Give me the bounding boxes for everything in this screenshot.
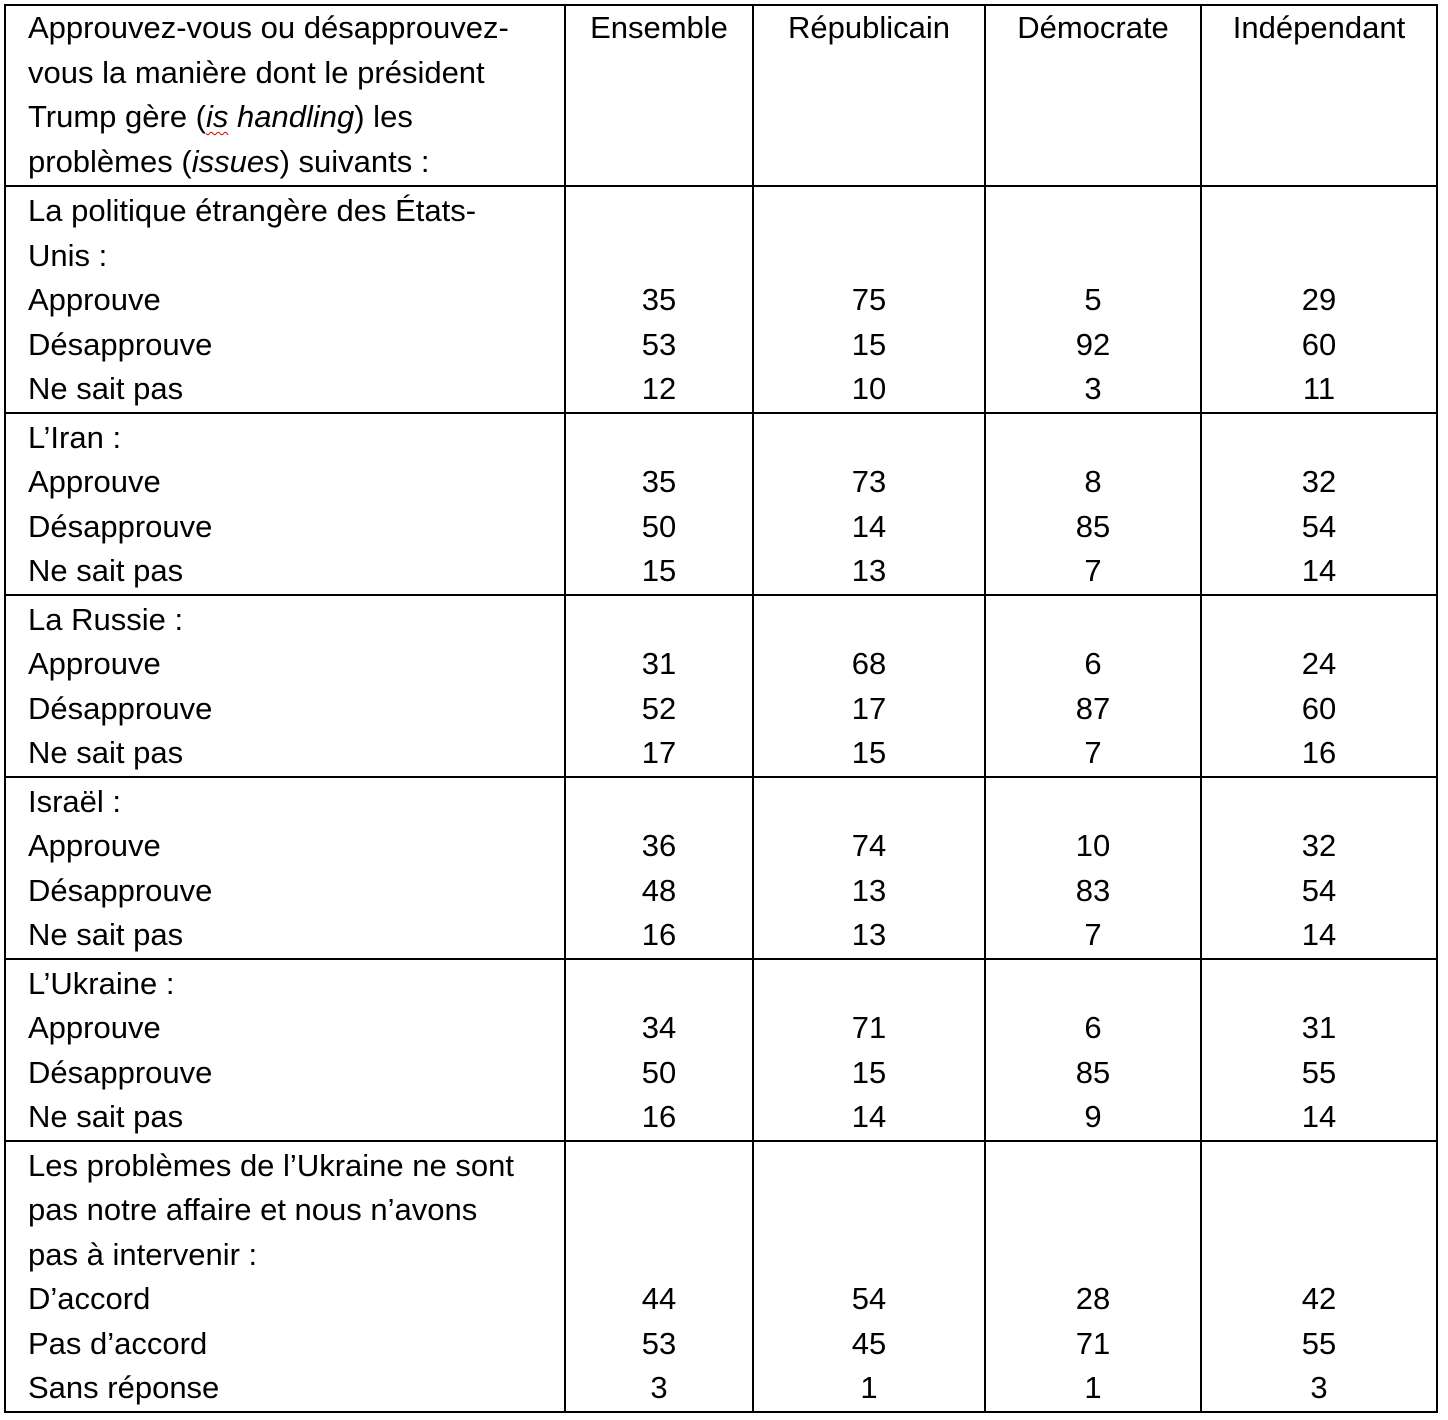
spacer xyxy=(754,780,984,825)
value-cell-ensemble xyxy=(565,1141,753,1412)
value: 60 xyxy=(1301,326,1337,362)
row-label: Désapprouve xyxy=(28,508,213,544)
spacer xyxy=(754,1144,984,1189)
value-cell-independant xyxy=(1201,777,1437,959)
value: 45 xyxy=(851,1325,887,1361)
spellcheck-word: is xyxy=(206,99,229,134)
value-cell-independant xyxy=(1201,959,1437,1141)
row-label: Ne sait pas xyxy=(28,735,184,770)
value-cell-ensemble xyxy=(565,595,753,777)
value: 52 xyxy=(641,690,677,726)
spacer xyxy=(1202,780,1436,825)
value-cell-ensemble xyxy=(565,413,753,595)
header-row xyxy=(5,5,1437,186)
section-title: Unis : xyxy=(28,237,108,273)
value: 16 xyxy=(641,917,677,952)
value: 42 xyxy=(1301,1281,1337,1316)
row-label: Désapprouve xyxy=(28,1054,213,1090)
spacer xyxy=(754,962,984,1007)
spacer xyxy=(566,189,752,234)
value: 24 xyxy=(1301,646,1337,681)
spacer xyxy=(566,962,752,1007)
value: 17 xyxy=(851,690,887,726)
value: 75 xyxy=(851,282,887,317)
row-label: Sans réponse xyxy=(28,1370,220,1405)
spacer xyxy=(986,780,1200,825)
value: 6 xyxy=(1084,646,1102,681)
spacer xyxy=(566,780,752,825)
value: 16 xyxy=(641,1099,677,1134)
column-header-independant: Indépendant xyxy=(1201,5,1437,186)
section-title: Israël : xyxy=(28,783,122,819)
value: 71 xyxy=(1075,1325,1111,1361)
row-label: Désapprouve xyxy=(28,872,213,908)
value: 74 xyxy=(851,828,887,863)
value: 1 xyxy=(860,1370,878,1405)
value: 7 xyxy=(1084,553,1102,588)
spacer xyxy=(566,234,752,279)
value: 14 xyxy=(1301,553,1337,588)
value: 7 xyxy=(1084,917,1102,952)
value: 15 xyxy=(851,326,887,362)
spacer xyxy=(1202,234,1436,279)
value: 14 xyxy=(1301,1099,1337,1134)
spacer xyxy=(1202,1188,1436,1233)
value: 15 xyxy=(851,1054,887,1090)
row-label: D’accord xyxy=(28,1281,151,1316)
value: 13 xyxy=(851,872,887,908)
value: 35 xyxy=(641,282,677,317)
spacer xyxy=(566,1233,752,1278)
value-cell-independant xyxy=(1201,186,1437,413)
spacer xyxy=(1202,189,1436,234)
value: 14 xyxy=(851,508,887,544)
value-cell-independant xyxy=(1201,1141,1437,1412)
section-row xyxy=(5,1141,1437,1412)
spacer xyxy=(1202,962,1436,1007)
value: 6 xyxy=(1084,1010,1102,1045)
spacer xyxy=(986,1144,1200,1189)
value: 10 xyxy=(851,371,887,406)
value: 12 xyxy=(641,371,677,406)
value-cell-independant xyxy=(1201,595,1437,777)
value-cell-republicain xyxy=(753,595,985,777)
value: 87 xyxy=(1075,690,1111,726)
value-cell-democrate xyxy=(985,1141,1201,1412)
spacer xyxy=(566,598,752,643)
section-row xyxy=(5,186,1437,413)
spacer xyxy=(986,1188,1200,1233)
value: 31 xyxy=(1301,1010,1337,1045)
column-header-democrate: Démocrate xyxy=(985,5,1201,186)
value: 7 xyxy=(1084,735,1102,770)
row-label: Ne sait pas xyxy=(28,917,184,952)
row-label: Ne sait pas xyxy=(28,371,184,406)
row-label: Approuve xyxy=(28,646,161,681)
row-label: Approuve xyxy=(28,1010,161,1045)
value: 53 xyxy=(641,1325,677,1361)
value: 31 xyxy=(641,646,677,681)
value: 83 xyxy=(1075,872,1111,908)
value-cell-democrate xyxy=(985,777,1201,959)
section-label-cell xyxy=(5,595,565,777)
row-label: Désapprouve xyxy=(28,690,213,726)
spacer xyxy=(754,189,984,234)
value: 54 xyxy=(1301,872,1337,908)
question-line-1: Approuvez-vous ou désapprouvez- xyxy=(28,10,509,45)
value-cell-democrate xyxy=(985,413,1201,595)
value: 11 xyxy=(1302,371,1336,406)
value: 71 xyxy=(851,1010,887,1045)
value: 54 xyxy=(1301,508,1337,544)
value: 13 xyxy=(851,917,887,952)
section-row xyxy=(5,595,1437,777)
value: 1 xyxy=(1084,1370,1102,1405)
value: 50 xyxy=(641,1054,677,1090)
section-title: pas notre affaire et nous n’avons xyxy=(28,1192,478,1227)
survey-table xyxy=(4,4,1438,1413)
spacer xyxy=(1202,1144,1436,1189)
section-label-cell xyxy=(5,186,565,413)
value-cell-democrate xyxy=(985,959,1201,1141)
value-cell-republicain xyxy=(753,777,985,959)
section-title: L’Ukraine : xyxy=(28,965,175,1001)
value: 3 xyxy=(1310,1370,1328,1405)
value: 36 xyxy=(641,828,677,863)
question-line-2: vous la manière dont le président xyxy=(28,54,485,90)
value: 3 xyxy=(650,1370,668,1405)
row-label: Désapprouve xyxy=(28,326,213,362)
value: 5 xyxy=(1084,282,1102,317)
spacer xyxy=(986,234,1200,279)
value: 9 xyxy=(1084,1099,1102,1134)
value: 53 xyxy=(641,326,677,362)
section-title: La politique étrangère des États- xyxy=(28,193,477,228)
section-title: pas à intervenir : xyxy=(28,1236,258,1272)
section-row xyxy=(5,777,1437,959)
row-label: Ne sait pas xyxy=(28,1099,184,1134)
value-cell-ensemble xyxy=(565,959,753,1141)
section-row xyxy=(5,959,1437,1141)
spacer xyxy=(1202,416,1436,461)
column-header-republicain: Républicain xyxy=(753,5,985,186)
row-label: Approuve xyxy=(28,282,161,317)
spacer xyxy=(566,1188,752,1233)
column-header-ensemble: Ensemble xyxy=(565,5,753,186)
value: 13 xyxy=(851,553,887,588)
value: 14 xyxy=(1301,917,1337,952)
question-cell xyxy=(5,5,565,186)
section-label-cell xyxy=(5,777,565,959)
spacer xyxy=(986,189,1200,234)
value: 50 xyxy=(641,508,677,544)
value: 44 xyxy=(641,1281,677,1316)
question-line-4 xyxy=(28,140,556,185)
value-cell-republicain xyxy=(753,413,985,595)
section-title: L’Iran : xyxy=(28,419,122,455)
question-line-3 xyxy=(28,95,556,140)
section-title: Les problèmes de l’Ukraine ne sont xyxy=(28,1147,514,1183)
value: 29 xyxy=(1301,282,1337,317)
question-text: problèmes ( xyxy=(28,143,192,179)
value: 8 xyxy=(1084,464,1102,499)
value: 10 xyxy=(1075,828,1111,863)
value-cell-democrate xyxy=(985,595,1201,777)
value: 55 xyxy=(1301,1325,1337,1361)
spacer xyxy=(754,1233,984,1278)
section-row xyxy=(5,413,1437,595)
question-text: Trump gère ( xyxy=(28,99,207,134)
value-cell-democrate xyxy=(985,186,1201,413)
question-text: ) les xyxy=(354,99,413,134)
spacer xyxy=(566,1144,752,1189)
spacer xyxy=(986,1233,1200,1278)
value: 3 xyxy=(1084,371,1102,406)
spacer xyxy=(986,416,1200,461)
value-cell-ensemble xyxy=(565,777,753,959)
value: 16 xyxy=(1301,735,1337,770)
row-label: Pas d’accord xyxy=(28,1325,208,1361)
section-label-cell xyxy=(5,1141,565,1412)
spacer xyxy=(754,416,984,461)
value: 32 xyxy=(1301,828,1337,863)
section-label-cell xyxy=(5,413,565,595)
value: 60 xyxy=(1301,690,1337,726)
spacer xyxy=(1202,1233,1436,1278)
value: 32 xyxy=(1301,464,1337,499)
row-label: Ne sait pas xyxy=(28,553,184,588)
value-cell-independant xyxy=(1201,413,1437,595)
value: 17 xyxy=(641,735,677,770)
spacer xyxy=(566,416,752,461)
value: 92 xyxy=(1075,326,1111,362)
value: 48 xyxy=(641,872,677,908)
value-cell-republicain xyxy=(753,1141,985,1412)
row-label: Approuve xyxy=(28,464,161,499)
spacer xyxy=(986,598,1200,643)
spacer xyxy=(1202,598,1436,643)
value-cell-republicain xyxy=(753,186,985,413)
value: 55 xyxy=(1301,1054,1337,1090)
value: 73 xyxy=(851,464,887,499)
spacer xyxy=(754,1188,984,1233)
spacer xyxy=(986,962,1200,1007)
value: 14 xyxy=(851,1099,887,1134)
value: 85 xyxy=(1075,1054,1111,1090)
value: 35 xyxy=(641,464,677,499)
question-text: issues xyxy=(191,143,280,179)
value: 15 xyxy=(851,735,887,770)
spacer xyxy=(754,598,984,643)
spacer xyxy=(754,234,984,279)
question-text: handling xyxy=(228,99,355,134)
value: 34 xyxy=(641,1010,677,1045)
row-label: Approuve xyxy=(28,828,161,863)
value: 15 xyxy=(641,553,677,588)
section-title: La Russie : xyxy=(28,601,184,637)
value: 85 xyxy=(1075,508,1111,544)
value: 54 xyxy=(851,1281,887,1316)
value: 28 xyxy=(1075,1281,1111,1316)
value-cell-ensemble xyxy=(565,186,753,413)
question-text: ) suivants : xyxy=(279,143,430,179)
value: 68 xyxy=(851,646,887,681)
value-cell-republicain xyxy=(753,959,985,1141)
section-label-cell xyxy=(5,959,565,1141)
